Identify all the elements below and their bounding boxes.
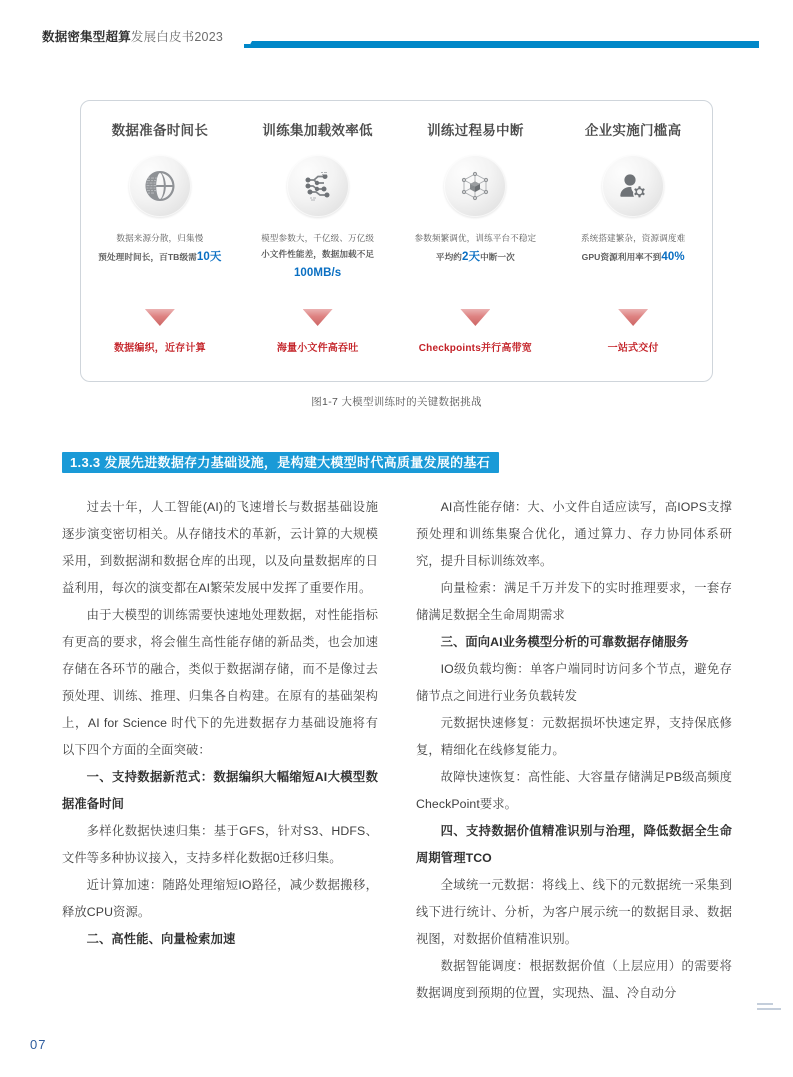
body-column-left (62, 494, 378, 1007)
solution-row (81, 339, 712, 354)
solution-label-4: 一站式交付 (607, 343, 659, 354)
challenge-desc-3 (397, 231, 555, 268)
challenge-desc-1-pre: 预处理时间长，百TB级需 (98, 252, 197, 263)
challenge-desc-2 (239, 231, 397, 284)
footer-mark-line (757, 1008, 781, 1010)
cube-graph-icon (444, 155, 506, 217)
challenge-desc-4-highlight: 40% (661, 251, 685, 264)
challenge-desc-4-line1: 系统搭建繁杂，资源调度难 (580, 233, 686, 244)
left-subheading-1: 一、支持数据新范式：数据编织大幅缩短AI大模型数据准备时间 (62, 770, 378, 811)
challenge-desc-4 (554, 231, 712, 268)
challenge-desc-2-line2 (239, 247, 397, 284)
challenge-desc-1-highlight: 10天 (196, 251, 222, 264)
solution-label-2: 海量小文件高吞吐 (276, 343, 359, 354)
arrow-cell-3 (397, 309, 555, 331)
right-paragraph-1: AI高性能存储：大、小文件自适应读写，高IOPS支撑预处理和训练集聚合优化，通过算力、存力协同体系研究，提升目标训练效率。 (416, 500, 732, 568)
down-arrow-icon (460, 309, 490, 326)
arrow-row (81, 309, 712, 331)
network-nodes-icon (287, 155, 349, 217)
challenge-desc-1-line2 (81, 247, 239, 268)
challenge-figure-card (80, 100, 713, 382)
body-column-right (416, 494, 732, 1007)
challenge-title-4: 企业实施门槛高 (584, 123, 682, 138)
left-paragraph-1: 过去十年，人工智能(AI)的飞速增长与数据基础设施逐步演变密切相关。从存储技术的革新，云计算的大规模采用，到数据湖和数据仓库的出现，以及向量数据库的日益利用，每次的演变都在AI繁荣发展中发挥了重要作用。 (62, 500, 378, 595)
footer-decoration (757, 1003, 783, 1013)
right-paragraph-3: IO级负载均衡：单客户端同时访问多个节点，避免存储节点之间进行业务负载转发 (416, 662, 732, 703)
section-heading: 1.3.3 发展先进数据存力基础设施，是构建大模型时代高质量发展的基石 (62, 452, 499, 473)
arrow-cell-4 (554, 309, 712, 331)
solution-label-3: Checkpoints并行高带宽 (418, 343, 532, 354)
page-number: 07 (30, 1037, 47, 1052)
right-subheading-4: 四、支持数据价值精准识别与治理，降低数据全生命周期管理TCO (416, 824, 732, 865)
challenge-desc-1 (81, 231, 239, 268)
footer-mark-line (757, 1003, 773, 1005)
right-paragraph-4: 元数据快速修复：元数据损坏快速定界，支持保底修复，精细化在线修复能力。 (416, 716, 732, 757)
right-paragraph-5: 故障快速恢复：高性能、大容量存储满足PB级高频度CheckPoint要求。 (416, 770, 732, 811)
figure-caption: 图1-7 大模型训练时的关键数据挑战 (311, 396, 482, 408)
left-paragraph-3: 多样化数据快速归集：基于GFS，针对S3、HDFS、文件等多种协议接入，支持多样化数据0迁移归集。 (62, 824, 378, 865)
challenge-desc-2-line1: 模型参数大，千亿级、万亿级 (261, 233, 375, 244)
header-accent-rule (248, 41, 759, 48)
body-columns (62, 494, 732, 1007)
left-paragraph-2: 由于大模型的训练需要快速地处理数据，对性能指标有更高的要求，将会催生高性能存储的新品类，也会加速存储在各环节的融合，类似于数据湖存储，而不是像过去预处理、训练、推理、归集各自构建。在原有的基础架构上，AI for Science 时代下的先进数据存力基础设施将有以下四个方面的全面突破： (62, 608, 378, 757)
challenge-desc-1-line1: 数据来源分散，归集慢 (116, 233, 204, 244)
challenge-desc-3-pre: 平均约 (435, 252, 462, 263)
header-title-light: 发展白皮书2023 (130, 30, 224, 44)
page-header (0, 0, 793, 62)
down-arrow-icon (618, 309, 648, 326)
challenge-desc-3-line2 (397, 247, 555, 268)
user-gear-icon (602, 155, 664, 217)
arrow-cell-2 (239, 309, 397, 331)
solution-label-1: 数据编织，近存计算 (113, 343, 206, 354)
challenge-desc-4-line2 (554, 247, 712, 268)
challenge-title-3: 训练过程易中断 (427, 123, 524, 138)
left-subheading-2: 二、高性能、向量检索加速 (86, 932, 236, 946)
header-title-bold: 数据密集型超算 (42, 30, 131, 44)
challenge-title-2: 训练集加载效率低 (262, 123, 373, 138)
challenge-desc-3-post: 中断一次 (480, 252, 515, 263)
challenge-title-1: 数据准备时间长 (111, 123, 209, 138)
arrow-cell-1 (81, 309, 239, 331)
challenge-desc-2-pre: 小文件性能差，数据加载不足 (261, 249, 375, 260)
right-paragraph-7: 数据智能调度：根据数据价值（上层应用）的需要将数据调度到预期的位置，实现热、温、冷自动分 (416, 959, 732, 1000)
right-paragraph-2: 向量检索：满足千万并发下的实时推理要求，一套存储满足数据全生命周期需求 (416, 581, 732, 622)
left-paragraph-4: 近计算加速：随路处理缩短IO路径，减少数据搬移，释放CPU资源。 (62, 878, 378, 919)
challenge-desc-3-highlight: 2天 (461, 251, 481, 264)
header-title (42, 27, 223, 45)
down-arrow-icon (145, 309, 175, 326)
right-paragraph-6: 全域统一元数据：将线上、线下的元数据统一采集到线下进行统计、分析，为客户展示统一的数据目录、数据视图，对数据价值精准识别。 (416, 878, 732, 946)
down-arrow-icon (303, 309, 333, 326)
right-subheading-3: 三、面向AI业务模型分析的可靠数据存储服务 (440, 635, 689, 649)
challenge-desc-3-line1: 参数频繁调优，训练平台不稳定 (414, 233, 537, 244)
challenge-desc-2-highlight: 100MB/s (293, 266, 342, 279)
globe-data-icon (129, 155, 191, 217)
challenge-desc-4-pre: GPU资源利用率不到 (581, 252, 662, 263)
